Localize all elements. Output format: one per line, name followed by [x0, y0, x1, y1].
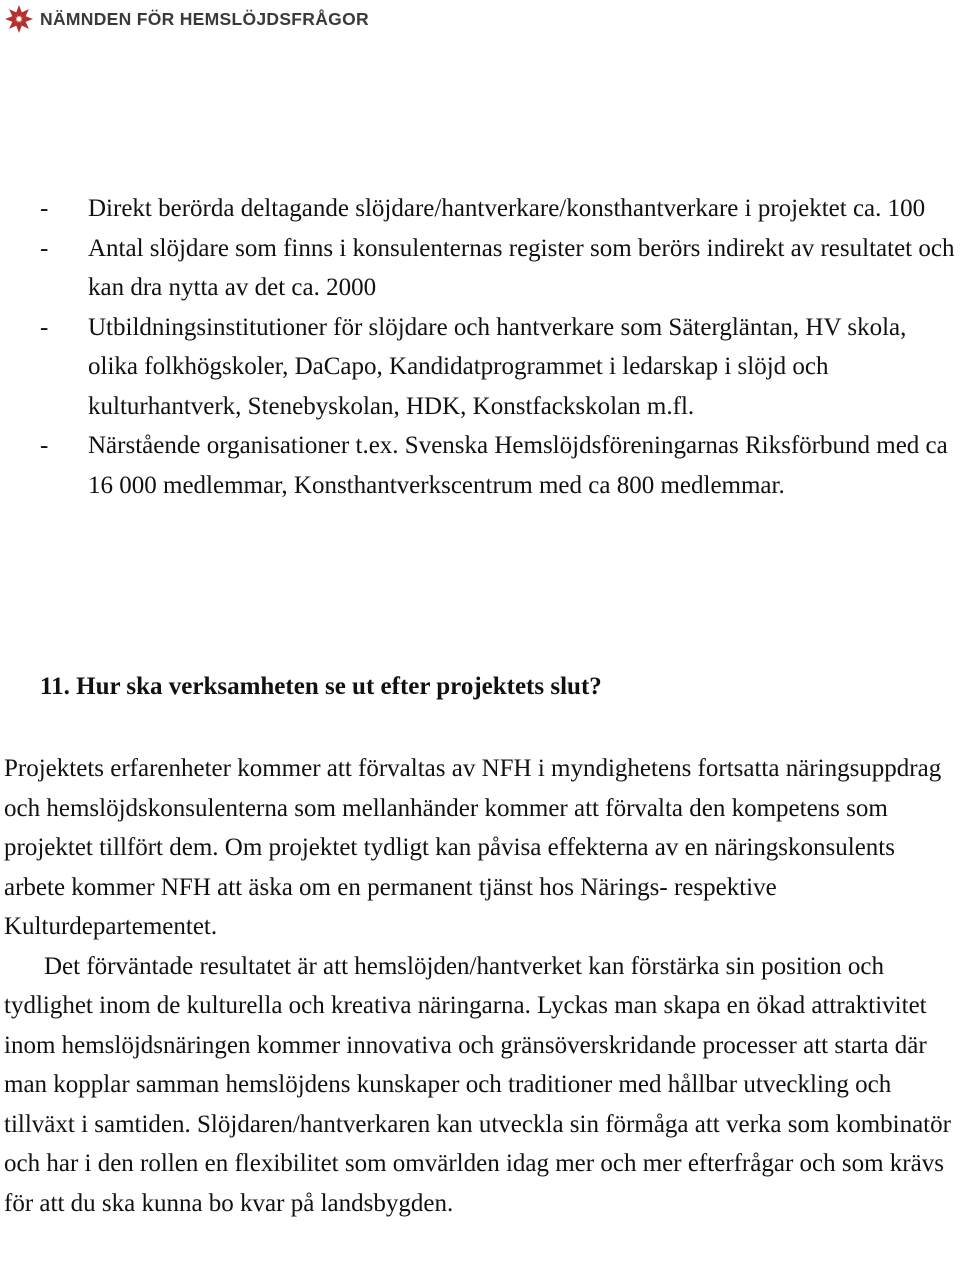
logo-text: NÄMNDEN FÖR HEMSLÖJDSFRÅGOR [40, 9, 369, 29]
bullet-dash: - [40, 432, 49, 459]
list-item-text: Närstående organisationer t.ex. Svenska Hemslöjdsföreningarnas Riksförbund med ca 16 000 medlemmar, Konsthantverkscentrum med ca 800 medlemmar. [88, 432, 948, 499]
list-item [0, 229, 960, 308]
bullet-list [0, 189, 960, 505]
list-item [0, 426, 960, 505]
list-item [0, 189, 960, 229]
list-item-text: Utbildningsinstitutioner för slöjdare och hantverkare som Sätergläntan, HV skola, olika folkhögskoler, DaCapo, Kandidatprogrammet i ledarskap i slöjd och kulturhantverk, Stenebyskolan, HDK, Konstfackskolan m.fl. [88, 313, 907, 420]
list-item-text: Antal slöjdare som finns i konsulenternas register som berörs indirekt av resultatet och kan dra nytta av det ca. 2000 [88, 234, 955, 301]
bullet-dash: - [40, 195, 49, 222]
header-logo [4, 4, 369, 34]
list-item-text: Direkt berörda deltagande slöjdare/hantverkare/konsthantverkare i projektet ca. 100 [88, 195, 926, 222]
list-item [0, 308, 960, 427]
snowflake-star-icon [4, 4, 34, 34]
bullet-dash: - [40, 234, 49, 262]
section-body [4, 749, 958, 1223]
paragraph: Det förväntade resultatet är att hemslöjden/hantverket kan förstärka sin position och tydlighet inom de kulturella och kreativa näringarna. Lyckas man skapa en ökad attraktivitet inom hemslöjdsnäringen kommer innovativa och gränsöverskridande processer att starta där man kopplar samman hemslöjdens kunskaper och traditioner med hållbar utveckling och tillväxt i samtiden. Slöjdaren/hantverkaren kan utveckla sin förmåga att verka som kombinatör och har i den rollen en flexibilitet som omvärlden idag mer och mer efterfrågar och som krävs för att du ska kunna bo kvar på landsbygden. [4, 952, 951, 1217]
section-heading: 11. Hur ska verksamheten se ut efter projektets slut? [40, 673, 602, 700]
bullet-dash: - [40, 313, 49, 341]
paragraph: Projektets erfarenheter kommer att förvaltas av NFH i myndighetens fortsatta näringsuppdrag och hemslöjdskonsulenterna som mellanhänder kommer att förvalta den kompetens som projektet tillfört dem. Om projektet tydligt kan påvisa effekterna av en näringskonsulents arbete kommer NFH att äska om en permanent tjänst hos Närings- respektive Kulturdepartementet. [4, 755, 942, 940]
